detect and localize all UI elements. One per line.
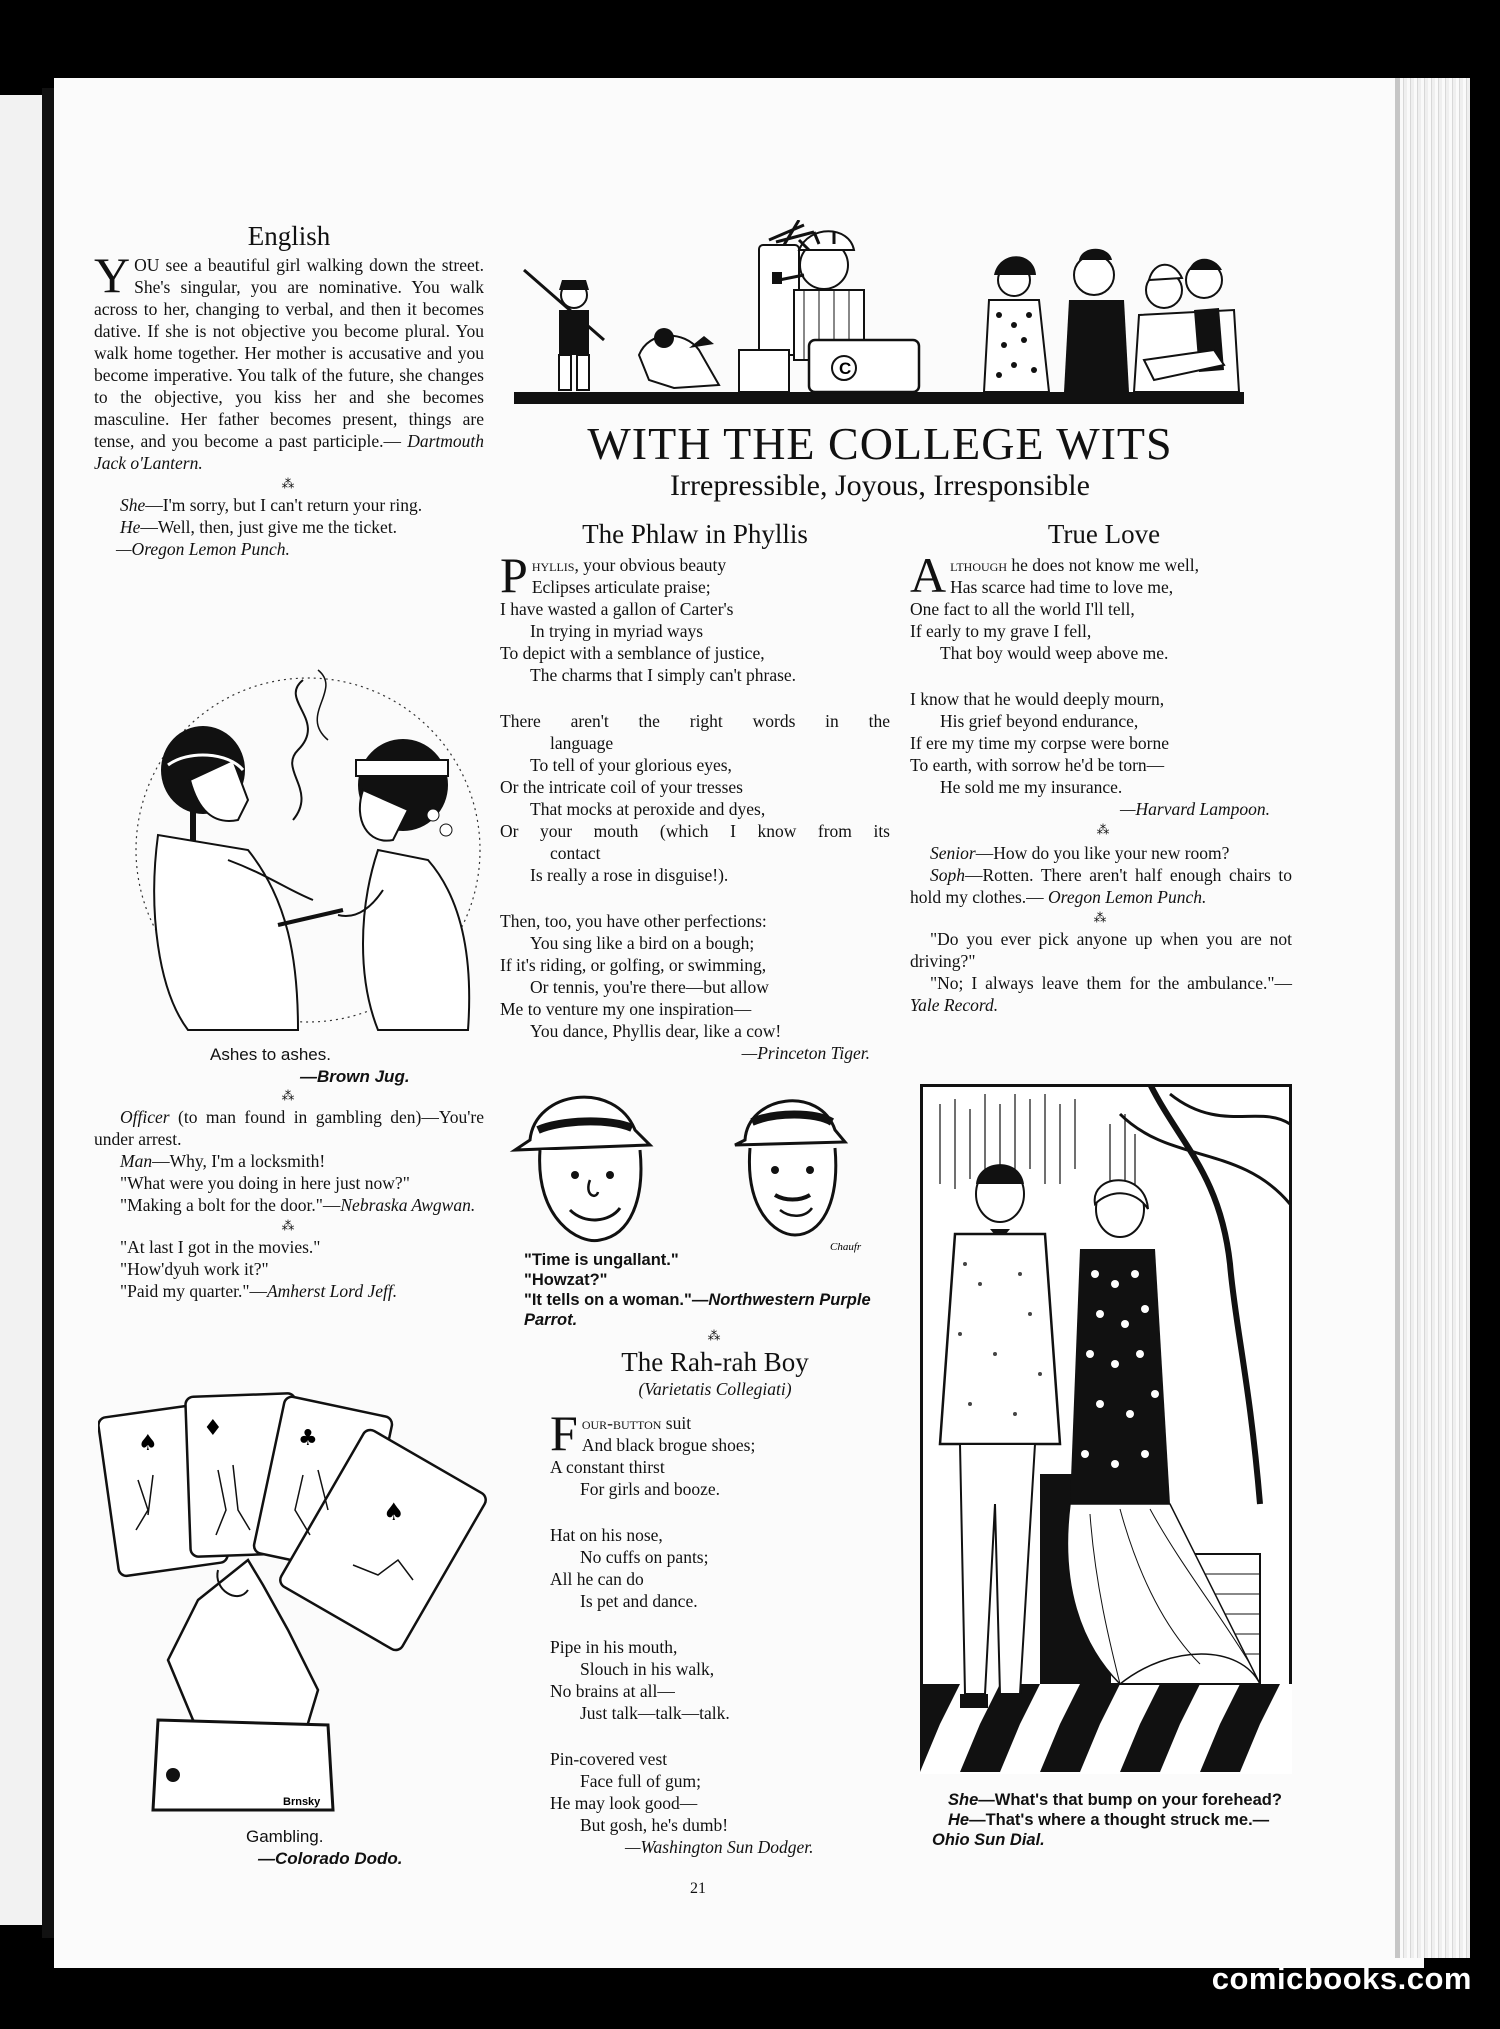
phlaw-poem — [500, 518, 890, 1064]
ungallant-caption-block — [524, 1250, 904, 1330]
english-dropcap: Y — [94, 247, 131, 303]
truelove-first-word: lthough — [950, 555, 1007, 575]
svg-text:♣: ♣ — [298, 1426, 318, 1451]
truelove-line: That boy would weep above me. — [940, 643, 1169, 663]
locksmith-credit: Nebraska Awgwan. — [340, 1195, 476, 1215]
movies-credit: Amherst Lord Jeff. — [266, 1281, 398, 1301]
rahrah-heading: The Rah-rah Boy — [621, 1347, 809, 1377]
page-stack-edge — [1400, 78, 1470, 1958]
ungallant-line1: "Time is ungallant." — [524, 1251, 679, 1269]
gambling-cartoon-illustration — [98, 1390, 498, 1830]
rahrah-line: But gosh, he's dumb! — [580, 1815, 729, 1835]
separator-stars: ⁂ — [707, 1328, 723, 1343]
bump-caption-block — [932, 1790, 1298, 1850]
separator-stars: ⁂ — [281, 1218, 297, 1233]
phlaw-line: Or the intricate coil of your tresses — [500, 777, 743, 797]
bump-she-line: —What's that bump on your forehead? — [978, 1791, 1282, 1809]
phlaw-line: There aren't the right words in the — [500, 711, 890, 731]
ring-she-line: —I'm sorry, but I can't return your ring. — [145, 495, 423, 515]
watermark: comicbooks.com — [1211, 1961, 1472, 1996]
ashes-cartoon-illustration — [128, 660, 488, 1040]
gambling-caption-block — [246, 1826, 486, 1870]
truelove-heading: True Love — [1047, 519, 1161, 549]
locksmith-line4: "Making a bolt for the door."— — [120, 1195, 341, 1215]
movies-line3: "Paid my quarter."— — [120, 1281, 267, 1301]
rahrah-line: And black brogue shoes; — [581, 1435, 756, 1455]
soph-speaker: Soph — [930, 865, 965, 885]
truelove-line: Has scarce had time to love me, — [950, 577, 1174, 597]
rahrah-line: He may look good— — [550, 1793, 698, 1813]
phlaw-line: Or tennis, you're there—but allow — [530, 977, 769, 997]
bump-cartoon-illustration — [920, 1084, 1292, 1774]
phlaw-line: The charms that I simply can't phrase. — [530, 665, 797, 685]
rahrah-line: Pipe in his mouth, — [550, 1637, 678, 1657]
english-heading: English — [247, 221, 331, 251]
english-body: OU see a beautiful girl walking down the street. She's singular, you are nominative. You walk across to her, changing to verbal, and then it becomes dative. If she is not objective you become plural. You walk home together. Her mother is accusative and you become imperative. You talk of the future, she changes to the objective, you kiss her and she becomes masculine. Her father becomes present, things are tense, and you become a past participle.— — [94, 255, 484, 451]
ungallant-credit: Northwestern Purple Parrot. — [524, 1291, 871, 1329]
rahrah-line: Pin-covered vest — [550, 1749, 668, 1769]
truelove-credit: —Harvard Lampoon. — [1119, 799, 1270, 819]
rahrah-line: suit — [661, 1413, 692, 1433]
phlaw-heading: The Phlaw in Phyllis — [582, 519, 808, 549]
phlaw-line: To tell of your glorious eyes, — [530, 755, 732, 775]
truelove-line: He sold me my insurance. — [940, 777, 1123, 797]
truelove-dropcap: A — [910, 547, 947, 603]
soph-line: —Rotten. There aren't half enough chairs to hold my clothes.— — [910, 865, 1292, 907]
bump-he-line: —That's where a thought struck me.— — [969, 1811, 1270, 1829]
phlaw-line: language — [550, 733, 614, 753]
masthead-subtitle: Irrepressible, Joyous, Irresponsible — [670, 469, 1090, 502]
truelove-poem — [910, 518, 1298, 840]
truelove-line: I know that he would deeply mourn, — [910, 689, 1165, 709]
movies-line1: "At last I got in the movies." — [120, 1237, 321, 1257]
truelove-line: His grief beyond endurance, — [940, 711, 1139, 731]
rahrah-credit: —Washington Sun Dodger. — [625, 1837, 814, 1857]
rahrah-line: For girls and booze. — [580, 1479, 720, 1499]
phlaw-line: Me to venture my one inspiration— — [500, 999, 752, 1019]
pickup-line1: "Do you ever pick anyone up when you are not driving?" — [910, 929, 1292, 971]
ring-he-line: —Well, then, just give me the ticket. — [140, 517, 398, 537]
phlaw-line: contact — [550, 843, 601, 863]
phlaw-line: To depict with a semblance of justice, — [500, 643, 765, 663]
gambling-credit: —Colorado Dodo. — [258, 1849, 403, 1868]
ashes-caption: Ashes to ashes. — [210, 1045, 331, 1064]
truelove-line: he does not know me well, — [1007, 555, 1199, 575]
svg-text:♠: ♠ — [138, 1431, 158, 1456]
separator-stars: ⁂ — [1096, 822, 1112, 837]
ungallant-signature: Chaufr — [830, 1241, 862, 1253]
pickup-credit: Yale Record. — [910, 995, 999, 1015]
ashes-credit: —Brown Jug. — [300, 1067, 410, 1086]
english-article — [94, 220, 484, 560]
rahrah-line: Face full of gum; — [580, 1771, 702, 1791]
phlaw-line: You sing like a bird on a bough; — [530, 933, 755, 953]
gambling-signature: Brnsky — [283, 1796, 321, 1808]
phlaw-line: If it's riding, or golfing, or swimming, — [500, 955, 767, 975]
binding-gutter — [42, 88, 54, 1938]
english-credit: Dartmouth Jack o'Lantern. — [94, 431, 484, 473]
college-wits-banner-illustration — [514, 220, 1244, 405]
svg-text:♠: ♠ — [383, 1498, 405, 1526]
ashes-caption-block — [210, 1044, 480, 1088]
senior-speaker: Senior — [930, 843, 976, 863]
movies-line2: "How'dyuh work it?" — [120, 1259, 269, 1279]
rahrah-line: Is pet and dance. — [580, 1591, 698, 1611]
ungallant-cartoon-illustration — [500, 1070, 890, 1260]
rahrah-line: No brains at all— — [550, 1681, 675, 1701]
phlaw-first-word: hyllis — [531, 555, 575, 575]
phlaw-line: , your obvious beauty — [574, 555, 727, 575]
locksmith-line2: —Why, I'm a locksmith! — [152, 1151, 326, 1171]
locksmith-line3: "What were you doing in here just now?" — [120, 1173, 410, 1193]
rahrah-subheading: (Varietatis Collegiati) — [638, 1379, 792, 1399]
ungallant-line2: "Howzat?" — [524, 1271, 608, 1289]
pickup-line2: "No; I always leave them for the ambulance."— — [930, 973, 1292, 993]
rahrah-line: Hat on his nose, — [550, 1525, 663, 1545]
truelove-line: If ere my time my corpse were borne — [910, 733, 1169, 753]
truelove-line: To earth, with sorrow he'd be torn— — [910, 755, 1165, 775]
phlaw-line: That mocks at peroxide and dyes, — [530, 799, 766, 819]
separator-stars: ⁂ — [1093, 910, 1109, 925]
masthead-title: WITH THE COLLEGE WITS — [587, 418, 1173, 469]
rahrah-line: A constant thirst — [550, 1457, 665, 1477]
left-page-edge — [0, 95, 42, 1925]
phlaw-line: In trying in myriad ways — [530, 621, 704, 641]
separator-stars: ⁂ — [281, 476, 297, 491]
separator-stars: ⁂ — [281, 1088, 297, 1103]
ring-he-speaker: He — [120, 517, 141, 537]
senior-credit: Oregon Lemon Punch. — [1048, 887, 1207, 907]
locksmith-officer: Officer — [120, 1107, 170, 1127]
phlaw-line: Or your mouth (which I know from its — [500, 821, 890, 841]
rahrah-first-word: our-button — [581, 1413, 662, 1433]
truelove-line: If early to my grave I fell, — [910, 621, 1092, 641]
locksmith-man: Man — [120, 1151, 153, 1171]
phlaw-line: Then, too, you have other perfections: — [500, 911, 767, 931]
locksmith-joke — [94, 1086, 484, 1302]
rahrah-poem — [550, 1326, 880, 1858]
truelove-line: One fact to all the world I'll tell, — [910, 599, 1135, 619]
phlaw-line: I have wasted a gallon of Carter's — [500, 599, 734, 619]
phlaw-line: Eclipses articulate praise; — [531, 577, 711, 597]
page-number: 21 — [690, 1880, 706, 1897]
senior-joke — [910, 842, 1292, 1016]
banner-trunk-letter: C — [839, 359, 852, 378]
phlaw-dropcap: P — [500, 547, 528, 603]
bump-he-speaker: He — [948, 1811, 970, 1829]
ring-credit: —Oregon Lemon Punch. — [116, 539, 290, 559]
bump-she-speaker: She — [948, 1791, 979, 1809]
phlaw-line: You dance, Phyllis dear, like a cow! — [530, 1021, 782, 1041]
rahrah-dropcap: F — [550, 1405, 578, 1461]
senior-line: —How do you like your new room? — [975, 843, 1230, 863]
rahrah-line: Slouch in his walk, — [580, 1659, 715, 1679]
bump-credit: Ohio Sun Dial. — [932, 1831, 1045, 1849]
rahrah-line: All he can do — [550, 1569, 644, 1589]
phlaw-credit: —Princeton Tiger. — [741, 1043, 870, 1063]
phlaw-line: Is really a rose in disguise!). — [530, 865, 729, 885]
locksmith-line1: (to man found in gambling den)—You're under arrest. — [94, 1107, 484, 1149]
ungallant-line3: "It tells on a woman."— — [524, 1291, 709, 1309]
svg-text:♦: ♦ — [203, 1416, 223, 1441]
ring-she-speaker: She — [120, 495, 146, 515]
gambling-caption: Gambling. — [246, 1827, 324, 1846]
rahrah-line: Just talk—talk—talk. — [580, 1703, 730, 1723]
rahrah-line: No cuffs on pants; — [580, 1547, 709, 1567]
